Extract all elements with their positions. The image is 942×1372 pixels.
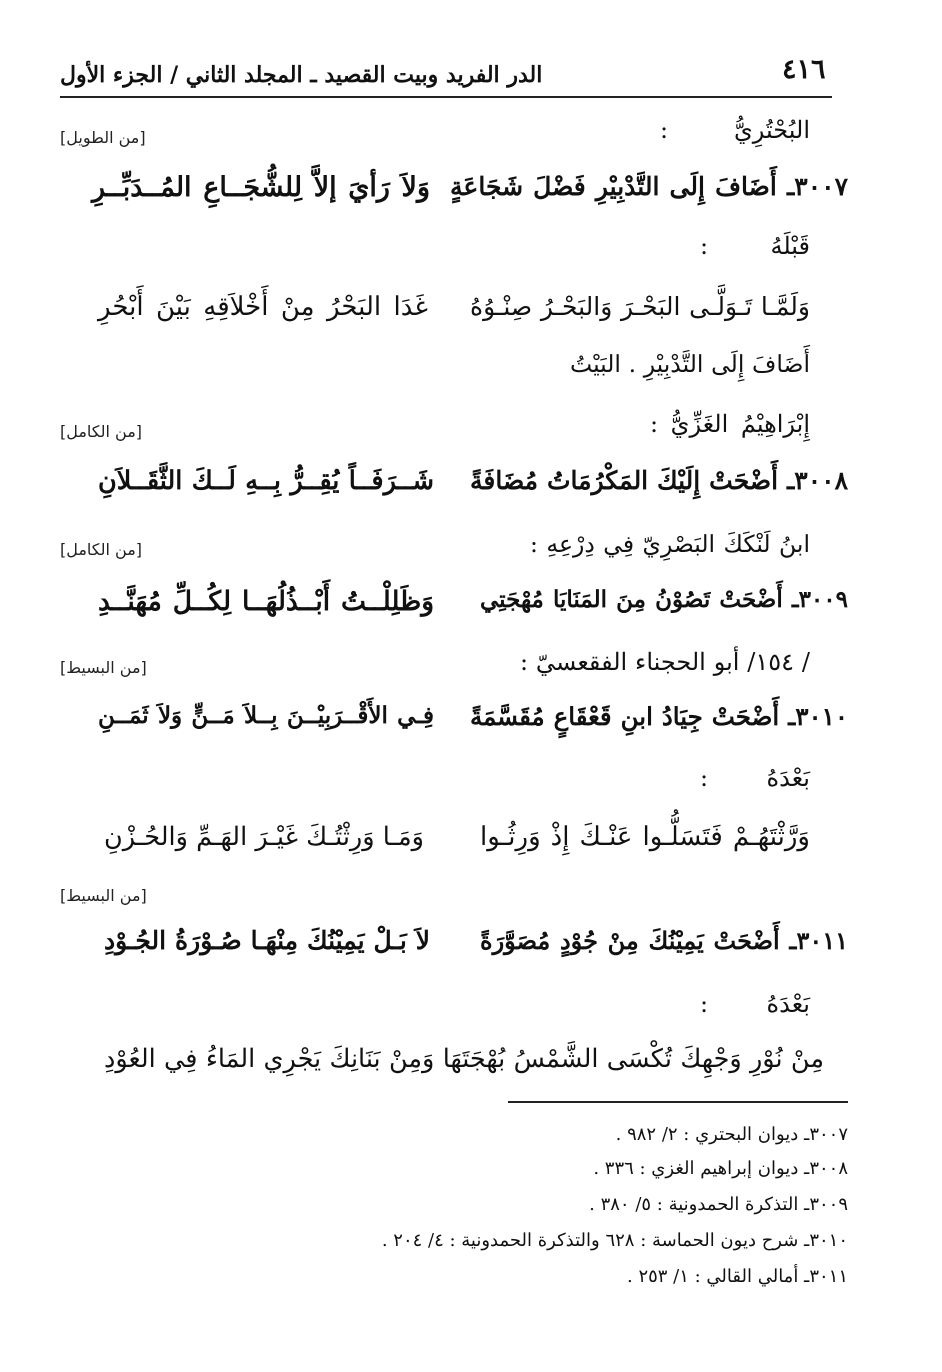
- verse-line-verse-3008-b: شَــرَفَــاً يُقِــرُّ بِــهِ لَــكَ الثَّقَــلاَنِ: [98, 466, 434, 496]
- verse-line-verse-3011-a: ٣٠١١ـ أَضْحَتْ يَمِيْنُكَ مِنْ جُوْدٍ مُصَوَّرَةً: [480, 926, 848, 955]
- intro-line-intro-3009: ابنُ لَنْكَكَ البَصْرِيّ فِي دِرْعِهِ :: [530, 530, 810, 558]
- verse-line-verse-3009-a: ٣٠٠٩ـ أَضْحَتْ تَصُوْنُ مِنَ المَنَايَا مُهْجَتِي: [480, 586, 848, 613]
- verse-line-verse-3010-b: فِـي الأَقْــرَبِيْــنَ بِــلاَ مَــنٍّ وَلاَ ثَمَــنِ: [98, 702, 434, 729]
- meter-line-meter-3010: [من البسيط]: [60, 658, 147, 677]
- footnote-fn-3011: ٣٠١١ـ أمالي القالي : ١/ ٢٥٣ .: [626, 1266, 848, 1287]
- meter-line-meter-3009: [من الكامل]: [60, 540, 143, 559]
- running-header-title: الدر الفريد وبيت القصيد ـ المجلد الثاني / الجزء الأول: [60, 62, 543, 88]
- meter-line-meter-3011: [من البسيط]: [60, 886, 147, 905]
- footnote-fn-3009: ٣٠٠٩ـ التذكرة الحمدونية : ٥/ ٣٨٠ .: [589, 1194, 848, 1215]
- meter-line-meter-3008: [من الكامل]: [60, 422, 143, 441]
- verse-line-verse-3011-b: لاَ بَـلْ يَمِيْنُكَ مِنْهَـا صُـوْرَةُ الجُـوْدِ: [104, 926, 430, 955]
- verse-line-verse-3008-a: ٣٠٠٨ـ أَضْحَتْ إِلَيْكَ المَكْرُمَاتُ مُضَافَةً: [470, 466, 848, 495]
- intro-line-intro-3007-qabluhu: قَبْلَهُ :: [700, 232, 810, 260]
- footnote-divider: [508, 1101, 848, 1103]
- intro-line-intro-3010: / ١٥٤/ أبو الحجناء الفقعسيّ :: [520, 648, 810, 676]
- plain-line-plain-3007-b: غَدَا البَحْرُ مِنْ أَخْلاَقِهِ بَيْنَ أَبْحُرِ: [98, 292, 428, 322]
- verse-line-verse-3007-a: ٣٠٠٧ـ أَضَافَ إِلَى التَّدْبِيْرِ فَضْلَ شَجَاعَةٍ: [450, 172, 848, 201]
- plain-line-plain-3010-b: وَمَـا وَرِثْتُـكَ غَيْـرَ الهَـمِّ وَالحُـزْنِ: [104, 822, 424, 852]
- plain-line-plain-3010-a: وَرَّثْتَهُـمْ فَتَسَلُّـوا عَنْـكَ إِذْ وَرِثُـوا: [480, 822, 810, 852]
- meter-line-meter-3007: [من الطويل]: [60, 128, 146, 147]
- verse-line-verse-3010-a: ٣٠١٠ـ أَضْحَتْ جِيَادُ ابنِ قَعْقَاعٍ مُقَسَّمَةً: [470, 702, 848, 731]
- plain-line-plain-3007-a: وَلَمَّـا تَـوَلَّـى البَحْـرَ وَالبَحْـرُ صِنْـوُهُ: [470, 292, 810, 321]
- header-divider: [60, 96, 832, 98]
- verse-line-verse-3009-b: وَظَلِلْــتُ أَبْــذُلُهَــا لِكُــلِّ مُهَنَّــدِ: [98, 586, 434, 617]
- intro-line-intro-3010-baadahu: بَعْدَهُ :: [700, 764, 810, 792]
- plain-line-plain-3007-c: أَضَافَ إِلَى التَّدْبِيْرِ . البَيْتُ: [570, 350, 810, 378]
- intro-line-intro-3008: إِبْرَاهِيْمُ الغَزِّيُّ :: [650, 410, 810, 438]
- footnote-fn-3010: ٣٠١٠ـ شرح ديون الحماسة : ٦٢٨ والتذكرة الحمدونية : ٤/ ٢٠٤ .: [381, 1230, 848, 1251]
- plain-line-plain-3011-a: مِنْ نُوْرِ وَجْهِكَ تُكْسَى الشَّمْسُ بُهْجَتَهَا وَمِنْ بَنَانِكَ يَجْرِي المَاءُ فِي العُوْدِ: [104, 1044, 824, 1074]
- intro-line-intro-3007: البُحْتُرِيُّ :: [660, 116, 810, 144]
- page-number: ٤١٦: [782, 54, 826, 85]
- verse-line-verse-3007-b: وَلاَ رَأيَ إلاَّ لِلشُّجَــاعِ المُــدَبِّــرِ: [92, 172, 430, 203]
- footnote-fn-3008: ٣٠٠٨ـ ديوان إبراهيم الغزي : ٣٣٦ .: [593, 1158, 848, 1179]
- intro-line-intro-3011-baadahu: بَعْدَهُ :: [700, 990, 810, 1018]
- footnote-fn-3007: ٣٠٠٧ـ ديوان البحتري : ٢/ ٩٨٢ .: [615, 1124, 848, 1145]
